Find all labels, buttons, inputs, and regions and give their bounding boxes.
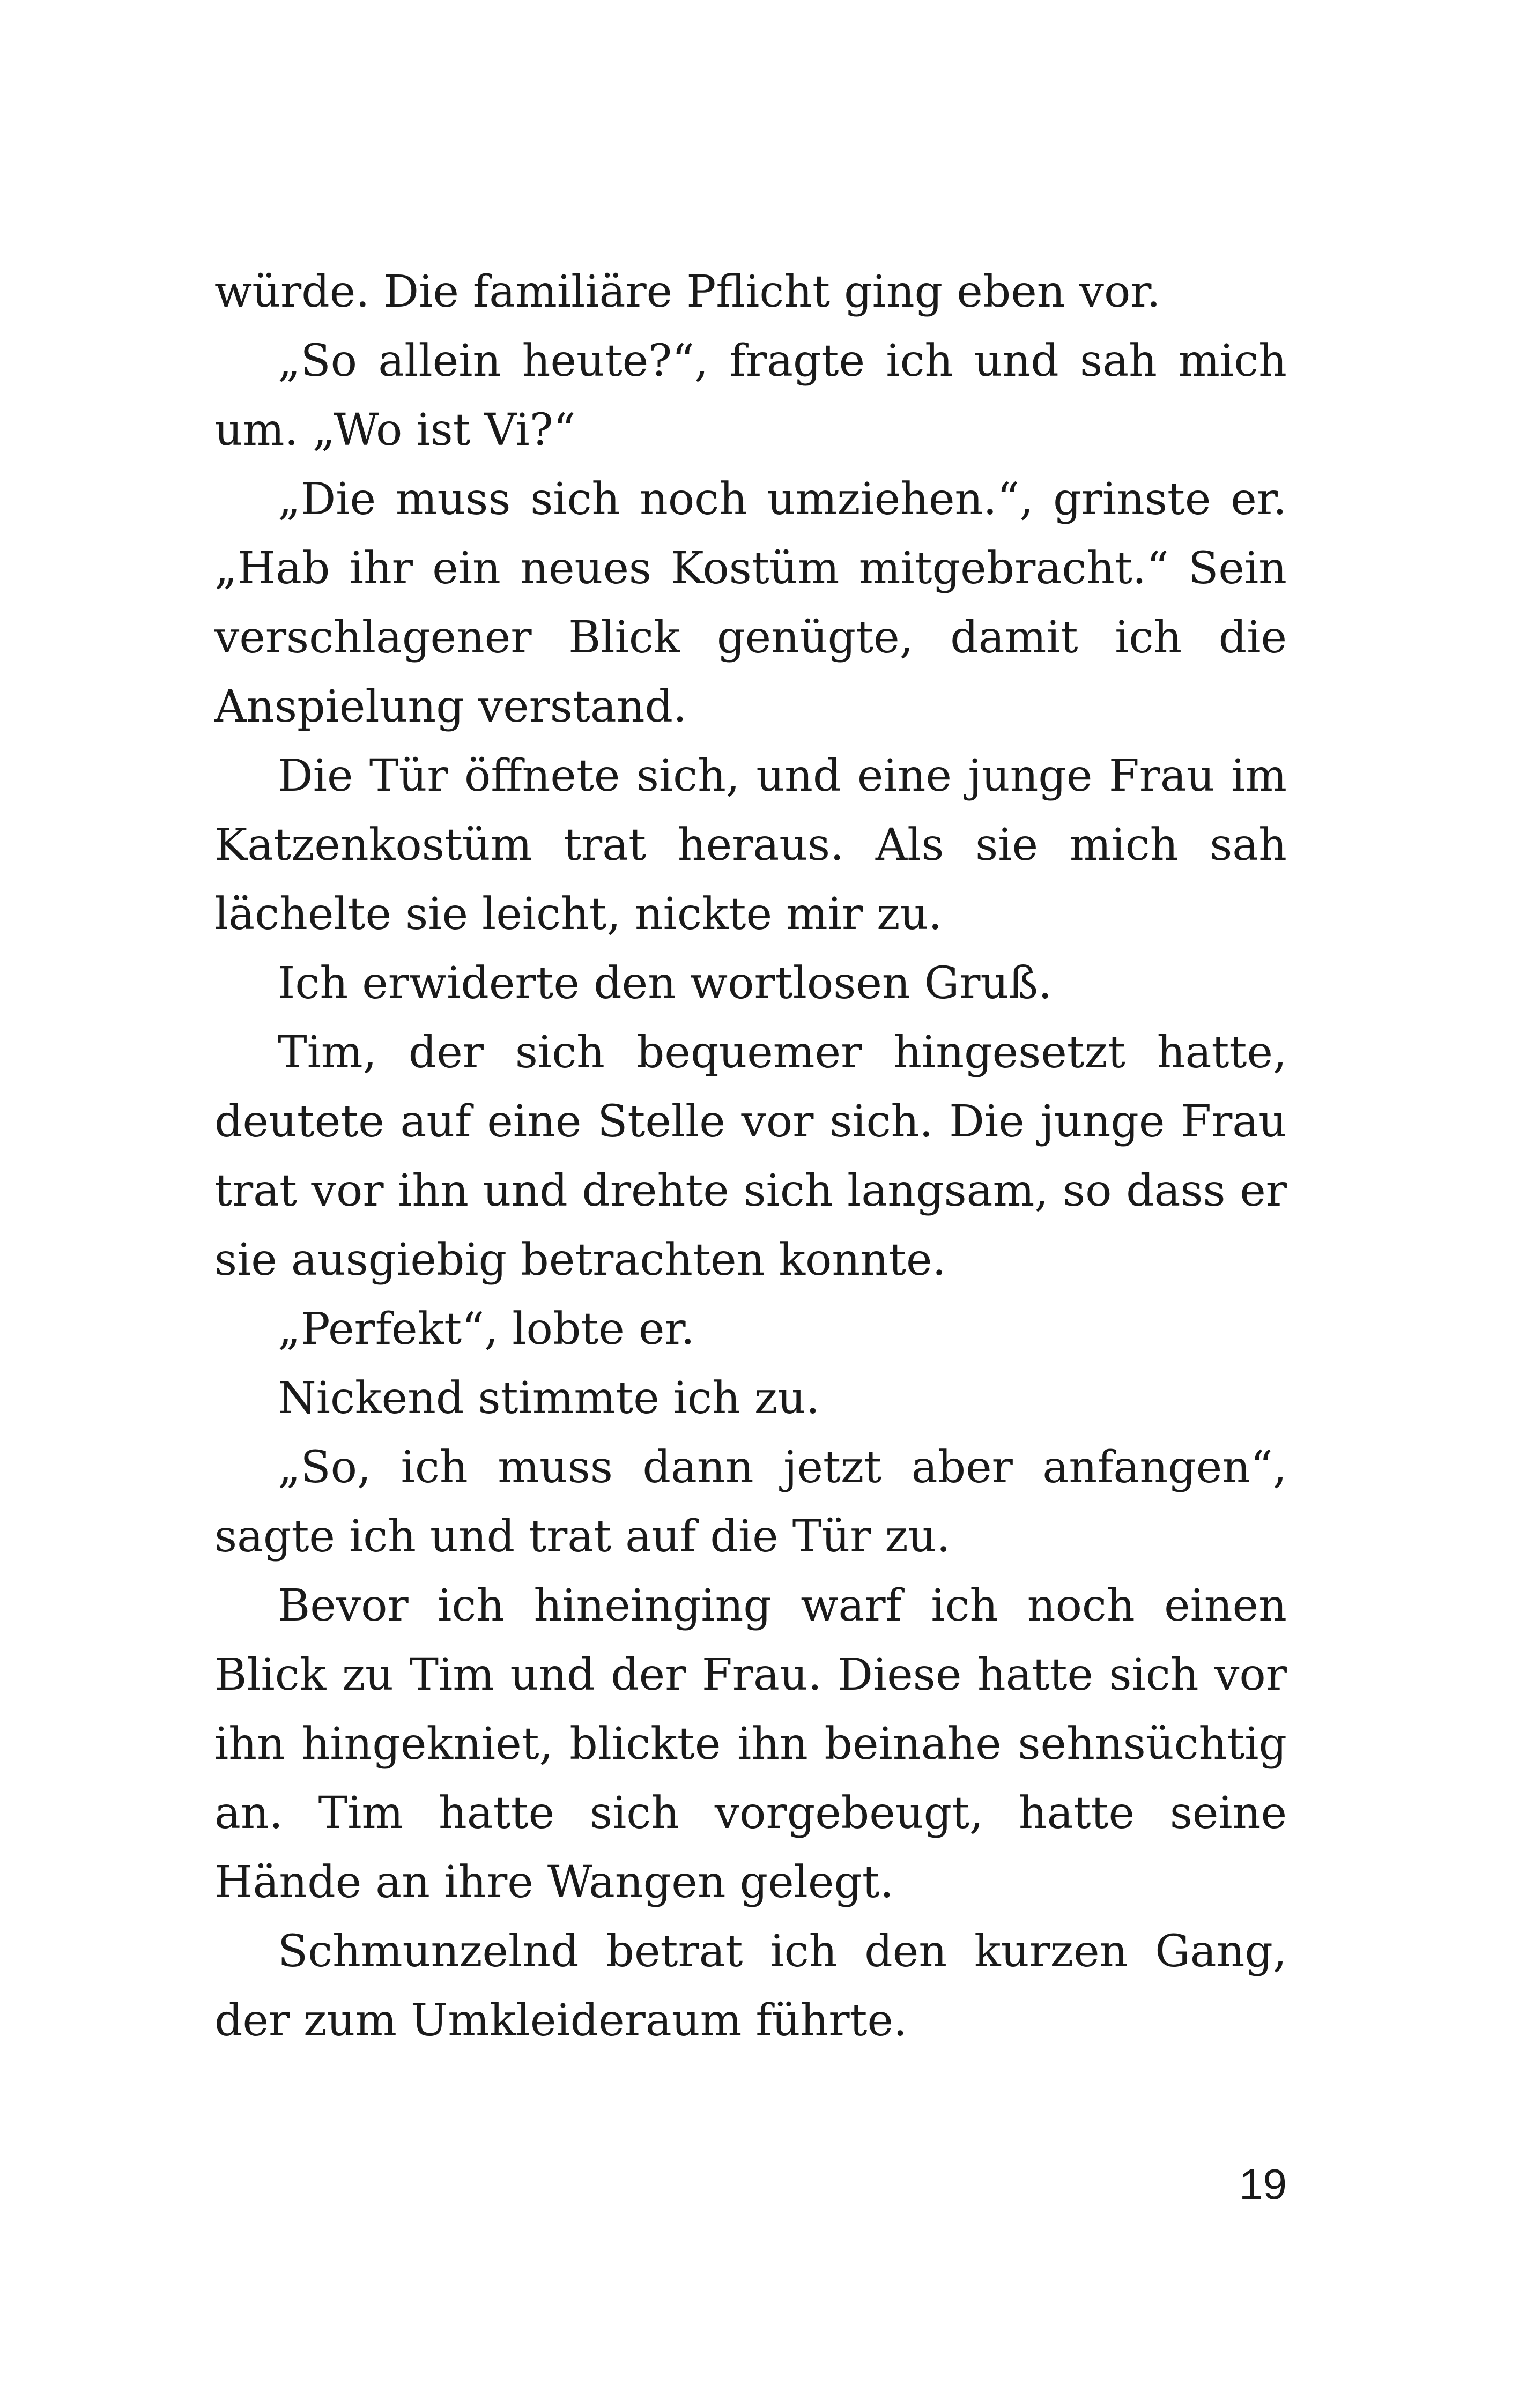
paragraph: Ich erwiderte den wortlosen Gruß. (278, 958, 1053, 1009)
paragraph: „So allein heute?“, fragte ich und sah mich um. „Wo ist Vi?“ (214, 336, 1287, 456)
paragraph: „Perfekt“, lobte er. (278, 1304, 695, 1355)
body-text (214, 257, 1287, 2055)
page-number: 19 (1239, 2160, 1287, 2208)
paragraph: Nickend stimmte ich zu. (278, 1373, 820, 1424)
paragraph: Schmunzelnd betrat ich den kurzen Gang, der zum Umkleideraum führte. (214, 1926, 1287, 2046)
paragraph: Die Tür öffnete sich, und eine junge Frau im Katzenkostüm trat heraus. Als sie mich sah lächelte sie leicht, nickte mir zu. (214, 750, 1287, 940)
paragraph: Tim, der sich bequemer hingesetzt hatte, deutete auf eine Stelle vor sich. Die junge Frau trat vor ihn und drehte sich langsam, so dass er sie ausgiebig betrachten konnte. (214, 1027, 1287, 1285)
paragraph: würde. Die familiäre Pflicht ging eben vor. (214, 266, 1161, 317)
paragraph: Bevor ich hineinging warf ich noch einen Blick zu Tim und der Frau. Diese hatte sich vor ihn hingekniet, blickte ihn beinahe sehnsüchtig an. Tim hatte sich vorgebeugt, hatte seine Hände an ihre Wangen gelegt. (214, 1580, 1287, 1908)
paragraph: „Die muss sich noch umziehen.“, grinste er. „Hab ihr ein neues Kostüm mitgebracht.“ Sein verschlagener Blick genügte, damit ich die Anspielung verstand. (214, 474, 1287, 732)
paragraph: „So, ich muss dann jetzt aber anfangen“, sagte ich und trat auf die Tür zu. (214, 1442, 1287, 1562)
